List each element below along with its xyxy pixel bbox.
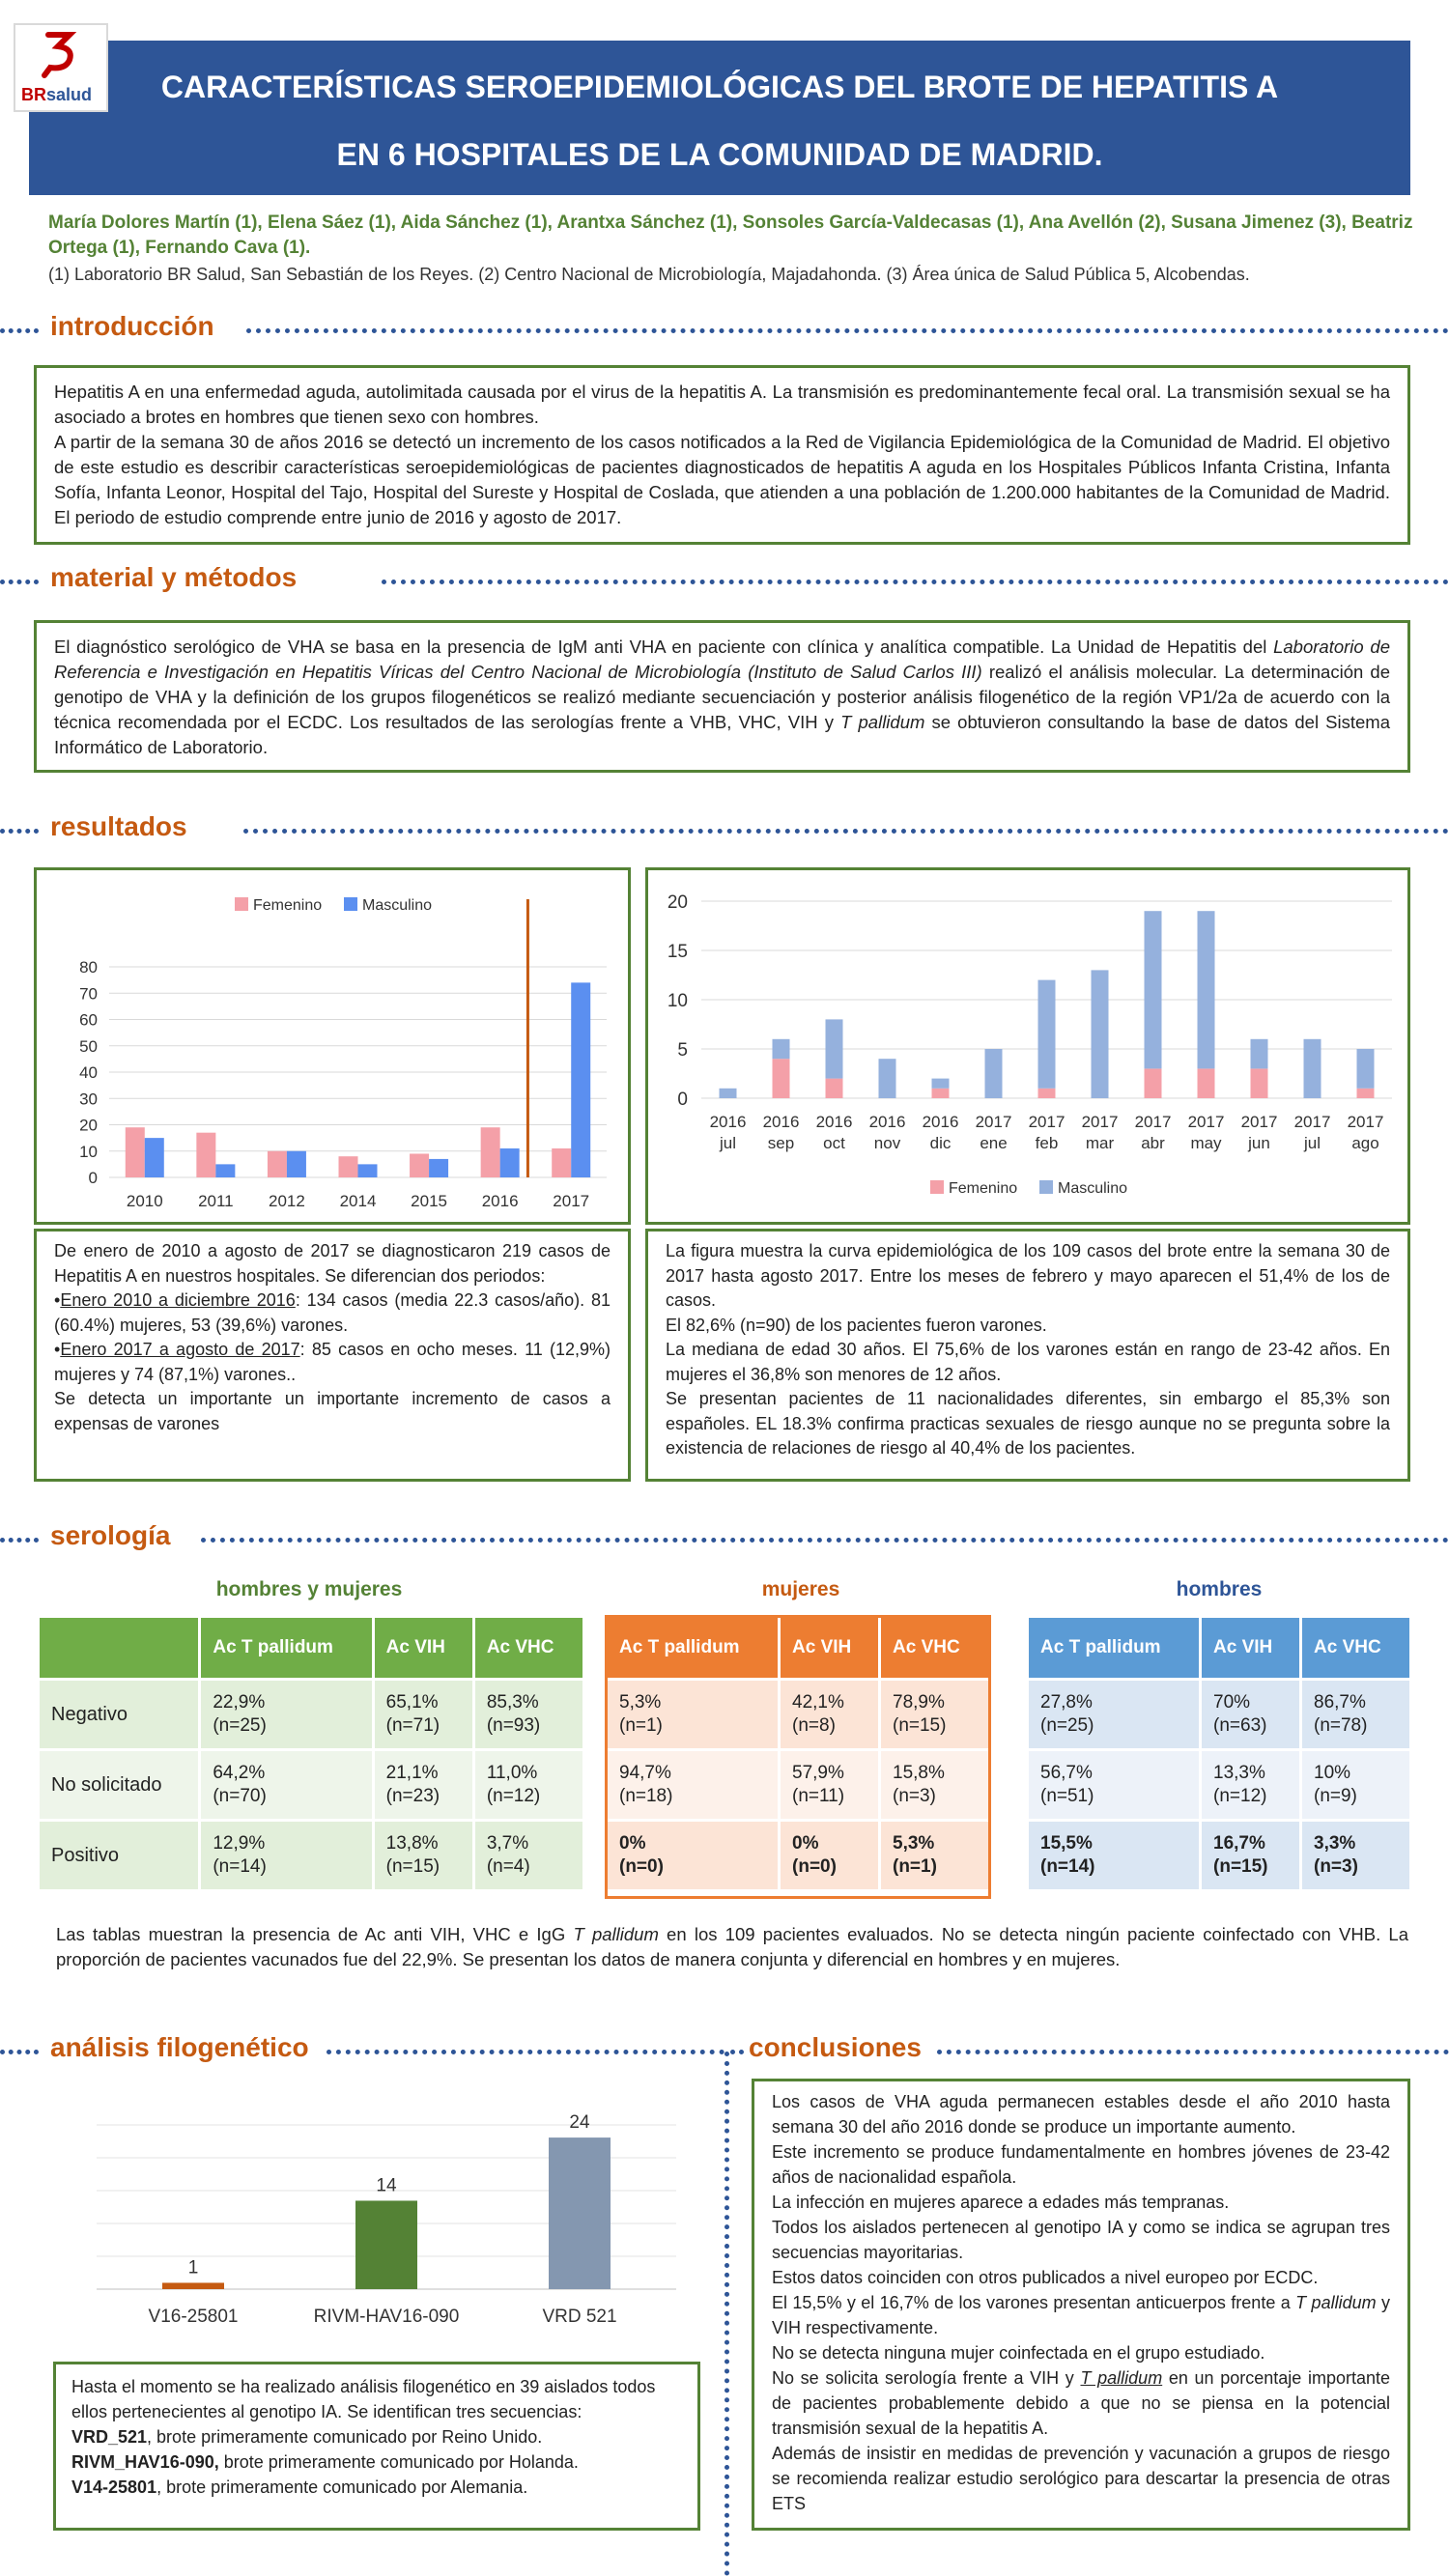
chart-box-annual: [34, 867, 631, 1225]
table-cell: 85,3% (n=93): [475, 1681, 582, 1748]
table-cell: 22,9% (n=25): [201, 1681, 371, 1748]
bar-femenino: [196, 1133, 215, 1177]
table-header-cell: Ac T pallidum: [1029, 1618, 1199, 1678]
table-cell: 15,5% (n=14): [1029, 1822, 1199, 1889]
table-title-men: hombres: [1176, 1578, 1263, 1600]
bar-masculino: [826, 1019, 843, 1078]
table-cell: 15,8% (n=3): [881, 1751, 988, 1819]
bar-masculino: [879, 1059, 896, 1098]
legend-label-masculino: Masculino: [362, 897, 433, 914]
x-tick-month: abr: [1141, 1134, 1165, 1152]
section-phylo: análisis filogenético: [50, 2032, 309, 2062]
table-cell: 13,8% (n=15): [375, 1822, 472, 1889]
data-label: 24: [569, 2112, 590, 2134]
x-tick-year: 2017: [1134, 1113, 1172, 1131]
results-right-line: Se presentan pacientes de 11 nacionalidades diferentes, sin embargo el 85,3% son españoles. EL 18.3% confirma practicas sexuales de riesgo aunque no se pregunta sobre la existencia de relaciones de riesgo al 40,4% de los pacientes.: [666, 1389, 1390, 1458]
x-tick-year: 2016: [922, 1113, 959, 1131]
bar-masculino: [773, 1039, 790, 1059]
table-header-cell: Ac VHC: [881, 1618, 988, 1678]
table-title-all: hombres y mujeres: [215, 1578, 403, 1600]
x-tick-label: RIVM-HAV16-090: [313, 2307, 460, 2327]
table-cell: 42,1% (n=8): [781, 1681, 878, 1748]
x-tick-month: may: [1190, 1134, 1222, 1152]
bar-femenino: [268, 1151, 287, 1177]
bar-masculino: [358, 1164, 378, 1177]
bar-femenino: [339, 1156, 358, 1177]
bar-masculino: [1198, 911, 1215, 1068]
y-tick-label: 30: [79, 1090, 98, 1109]
results-right-box: [645, 1229, 1410, 1482]
table-row: [608, 1751, 988, 1819]
bar-masculino: [145, 1138, 164, 1177]
section-results: resultados: [50, 811, 187, 841]
y-tick-label: 70: [79, 984, 98, 1004]
x-tick-year: 2017: [1028, 1113, 1065, 1131]
table-header-cell: Ac VIH: [781, 1618, 878, 1678]
table-cell: 16,7% (n=15): [1202, 1822, 1299, 1889]
bar-femenino: [410, 1153, 429, 1177]
table-row: [608, 1681, 988, 1748]
bar-femenino: [481, 1127, 500, 1177]
monthly-epicurve-chart: [648, 870, 1407, 1222]
table-row: [40, 1822, 582, 1889]
x-tick-month: jul: [719, 1134, 737, 1152]
x-tick-month: ago: [1351, 1134, 1379, 1152]
legend-label-masculino: Masculino: [1058, 1180, 1128, 1197]
table-cell: 65,1% (n=71): [375, 1681, 472, 1748]
intro-paragraph-2: A partir de la semana 30 de años 2016 se detectó un incremento de los casos notificados a la Red de Vigilancia Epidemiológica de la Comunidad de Madrid. El objetivo de este estudio es describir características seroepidemiológicas de pacientes diagnosticados de hepatitis A aguda en los Hospitales Públicos Infanta Cristina, Infanta Sofía, Infanta Leonor, Hospital del Tajo, Hospital del Sureste y Hospital de Coslada, que atienden a una población de 1.200.000 habitantes de la Comunidad de Madrid. El periodo de estudio comprende entre junio de 2016 y agosto de 2017.: [54, 432, 1390, 527]
table-header-cell: Ac VIH: [375, 1618, 472, 1678]
bar-masculino: [985, 1049, 1003, 1098]
conclusion-item: Estos datos coinciden con otros publicados a nivel europeo por ECDC.: [772, 2268, 1319, 2287]
phylo-bar: [549, 2137, 611, 2289]
methods-paragraph: El diagnóstico serológico de VHA se basa en la presencia de IgM anti VHA en paciente con clínica y analítica compatible. La Unidad de Hepatitis del Laboratorio de Referencia e Investigación en Hepatitis Víricas del Centro Nacional de Microbiología (Instituto de Salud Carlos III) realizó el análisis molecular. La determinación de genotipo de VHA y la definición de los grupos filogenéticos se realizó mediante secuenciación y posterior análisis filogenético de la región VP1/2a de acuerdo con la técnica recomendada por el ECDC. Los resultados de las serologías frente a VHB, VHC, VIH y T pallidum se obtuvieron consultando la base de datos del Sistema Informático de Laboratorio.: [54, 637, 1391, 757]
logo-icon: [41, 31, 79, 81]
bar-masculino: [215, 1164, 235, 1177]
x-tick-month: nov: [873, 1134, 901, 1152]
table-header-row: [40, 1618, 582, 1678]
bar-masculino: [932, 1079, 950, 1089]
x-tick-label: 2017: [553, 1192, 590, 1210]
legend-swatch-femenino: [235, 897, 248, 911]
y-tick-label: 5: [677, 1040, 688, 1061]
bar-masculino: [1304, 1039, 1321, 1098]
x-tick-year: 2016: [815, 1113, 853, 1131]
x-tick-month: oct: [823, 1134, 845, 1152]
intro-box: [34, 365, 1410, 545]
authors: María Dolores Martín (1), Elena Sáez (1), Aida Sánchez (1), Arantxa Sánchez (1), Sonsoles García-Valdecasas (1), Ana Avellón (2), Susana Jimenez (3), Beatriz Ortega (1), Fernando Cava (1).: [48, 212, 1413, 258]
table-cell: No solicitado: [40, 1751, 198, 1819]
table-cell: 27,8% (n=25): [1029, 1681, 1199, 1748]
x-tick-label: 2010: [126, 1192, 163, 1210]
table-cell: Negativo: [40, 1681, 198, 1748]
conclusion-item: La infección en mujeres aparece a edades más tempranas.: [772, 2193, 1230, 2212]
legend-label-femenino: Femenino: [253, 897, 323, 914]
x-tick-month: ene: [980, 1134, 1008, 1152]
poster-header: [29, 41, 1410, 195]
table-header-cell: Ac VHC: [475, 1618, 582, 1678]
serology-note: Las tablas muestran la presencia de Ac anti VIH, VHC e IgG T pallidum en los 109 pacientes evaluados. No se detecta ningún paciente coinfectado con VHB. La proporción de pacientes vacunados fue del 22,9%. Se presentan los datos de manera conjunta y diferencial en hombres y en mujeres.: [56, 1924, 1409, 1969]
table-cell: 12,9% (n=14): [201, 1822, 371, 1889]
y-tick-label: 0: [677, 1090, 688, 1110]
table-cell: 57,9% (n=11): [781, 1751, 878, 1819]
table-cell: 56,7% (n=51): [1029, 1751, 1199, 1819]
conclusions-box: [752, 2079, 1410, 2531]
table-cell: 94,7% (n=18): [608, 1751, 778, 1819]
table-cell: 64,2% (n=70): [201, 1751, 371, 1819]
x-tick-label: 2011: [198, 1192, 234, 1210]
table-row: [1029, 1681, 1409, 1748]
x-tick-month: sep: [767, 1134, 795, 1152]
bar-femenino: [1145, 1068, 1162, 1098]
conclusion-item: No se solicita serología frente a VIH y T pallidum en un porcentaje importante de pacientes probablemente debido a que no se piensa en la potencial transmisión sexual de la hepatitis A.: [772, 2368, 1391, 2438]
table-row: [40, 1681, 582, 1748]
bar-femenino: [932, 1089, 950, 1098]
y-tick-label: 50: [79, 1036, 98, 1056]
methods-box: [34, 620, 1410, 773]
legend-swatch-masculino: [1039, 1180, 1053, 1194]
table-cell: 0% (n=0): [781, 1822, 878, 1889]
chart-box-monthly: [645, 867, 1410, 1225]
phylo-sequences-chart: [58, 2096, 715, 2357]
table-cell: 21,1% (n=23): [375, 1751, 472, 1819]
conclusion-item: Además de insistir en medidas de prevención y vacunación a grupos de riesgo se recomienda realizar estudio serológico para descartar la presencia de otras ETS: [772, 2444, 1390, 2513]
table-cell: 78,9% (n=15): [881, 1681, 988, 1748]
data-label: 14: [376, 2175, 397, 2196]
x-tick-year: 2016: [868, 1113, 906, 1131]
table-cell: 11,0% (n=12): [475, 1751, 582, 1819]
table-cell: 13,3% (n=12): [1202, 1751, 1299, 1819]
title-line-1: CARACTERÍSTICAS SEROEPIDEMIOLÓGICAS DEL BROTE DE HEPATITIS A: [160, 70, 1279, 104]
section-serology: serología: [50, 1520, 171, 1550]
y-tick-label: 0: [88, 1169, 98, 1187]
results-left-line: •Enero 2017 a agosto de 2017: 85 casos en ocho meses. 11 (12,9%) mujeres y 74 (87,1%) varones..: [54, 1340, 611, 1384]
x-tick-month: mar: [1085, 1134, 1115, 1152]
bar-masculino: [1357, 1049, 1375, 1089]
bar-masculino: [1038, 980, 1056, 1089]
bar-femenino: [826, 1079, 843, 1098]
brsalud-logo: [14, 23, 108, 112]
x-tick-month: feb: [1035, 1134, 1059, 1152]
results-right-line: El 82,6% (n=90) de los pacientes fueron varones.: [666, 1315, 1047, 1335]
bar-femenino: [126, 1127, 145, 1177]
x-tick-year: 2017: [975, 1113, 1012, 1131]
table-row: [40, 1751, 582, 1819]
title-line-2: EN 6 HOSPITALES DE LA COMUNIDAD DE MADRID.: [336, 137, 1103, 172]
y-tick-label: 20: [79, 1116, 98, 1135]
table-row: [608, 1822, 988, 1889]
bar-masculino: [571, 982, 590, 1177]
conclusion-item: Los casos de VHA aguda permanecen estables desde el año 2010 hasta semana 30 del año 2016 donde se produce un importante aumento.: [772, 2092, 1390, 2137]
table-cell: 86,7% (n=78): [1302, 1681, 1409, 1748]
x-tick-year: 2016: [709, 1113, 747, 1131]
phylo-box: [53, 2362, 700, 2531]
y-tick-label: 80: [79, 958, 98, 977]
table-title-women: mujeres: [761, 1578, 840, 1600]
table-row: [1029, 1822, 1409, 1889]
serology-table-women: [605, 1615, 991, 1892]
phylo-intro: Hasta el momento se ha realizado análisis filogenético en 39 aislados todos ellos pertenecientes al genotipo IA. Se identifican tres secuencias:: [71, 2377, 656, 2421]
results-left-line: •Enero 2010 a diciembre 2016: 134 casos (media 22.3 casos/año). 81 (60.4%) mujeres, 53 (39,6%) varones.: [54, 1290, 611, 1335]
x-tick-year: 2016: [762, 1113, 800, 1131]
phylo-bar: [162, 2282, 224, 2289]
legend-label-femenino: Femenino: [949, 1180, 1018, 1197]
x-tick-label: VRD 521: [542, 2307, 617, 2327]
phylo-seq-v14: V14-25801, brote primeramente comunicado por Alemania.: [71, 2477, 528, 2497]
bar-masculino: [287, 1151, 306, 1177]
serology-table-men: [1026, 1615, 1412, 1892]
y-tick-label: 60: [79, 1010, 98, 1030]
conclusion-item: El 15,5% y el 16,7% de los varones presentan anticuerpos frente a T pallidum y VIH respectivamente.: [772, 2293, 1390, 2337]
results-left-line: Se detecta un importante un importante incremento de casos a expensas de varones: [54, 1389, 611, 1433]
x-tick-month: jul: [1303, 1134, 1321, 1152]
legend-swatch-femenino: [930, 1180, 944, 1194]
phylo-seq-vrd: VRD_521, brote primeramente comunicado por Reino Unido.: [71, 2427, 543, 2447]
x-tick-label: V16-25801: [148, 2307, 239, 2327]
serology-table-all: [37, 1615, 585, 1892]
y-tick-label: 10: [667, 991, 688, 1011]
results-right-line: La figura muestra la curva epidemiológica de los 109 casos del brote entre la semana 30 de 2017 hasta agosto 2017. Entre los meses de febrero y mayo aparecen el 51,4% de los de casos.: [666, 1241, 1390, 1310]
y-tick-label: 40: [79, 1063, 98, 1082]
table-header-cell: Ac VIH: [1202, 1618, 1299, 1678]
table-header-cell: Ac VHC: [1302, 1618, 1409, 1678]
intro-paragraph-1: Hepatitis A en una enfermedad aguda, autolimitada causada por el virus de la hepatitis A. La transmisión es predominantemente fecal oral. La transmisión sexual se ha asociado a brotes en hombres que tienen sexo con hombres.: [54, 382, 1390, 427]
results-left-box: [34, 1229, 631, 1482]
table-row: [1029, 1751, 1409, 1819]
bar-masculino: [1251, 1039, 1268, 1069]
legend-swatch-masculino: [344, 897, 357, 911]
section-methods: material y métodos: [50, 562, 298, 592]
x-tick-year: 2017: [1081, 1113, 1119, 1131]
x-tick-year: 2017: [1293, 1113, 1331, 1131]
table-header-cell: [40, 1618, 198, 1678]
results-left-line: De enero de 2010 a agosto de 2017 se diagnosticaron 219 casos de Hepatitis A en nuestros hospitales. Se diferencian dos periodos:: [54, 1241, 611, 1286]
x-tick-year: 2017: [1347, 1113, 1384, 1131]
bar-masculino: [429, 1159, 448, 1177]
x-tick-label: 2015: [411, 1192, 447, 1210]
y-tick-label: 15: [667, 942, 688, 962]
table-cell: 5,3% (n=1): [608, 1681, 778, 1748]
bar-masculino: [500, 1148, 520, 1177]
annual-cases-chart: [37, 870, 628, 1222]
table-header-row: [1029, 1618, 1409, 1678]
conclusion-item: Este incremento se produce fundamentalmente en hombres jóvenes de 23-42 años de nacionalidad española.: [772, 2142, 1390, 2187]
logo-text: BRsalud: [21, 85, 93, 104]
bar-femenino: [773, 1059, 790, 1098]
section-conclusions: conclusiones: [749, 2032, 922, 2062]
conclusion-item: Todos los aislados pertenecen al genotipo IA y como se indica se agrupan tres secuencias mayoritarias.: [772, 2218, 1390, 2262]
table-header-cell: Ac T pallidum: [608, 1618, 778, 1678]
bar-femenino: [552, 1148, 571, 1177]
phylo-bar: [355, 2200, 417, 2289]
bar-femenino: [1357, 1089, 1375, 1098]
bar-masculino: [1145, 911, 1162, 1068]
table-cell: 3,3% (n=3): [1302, 1822, 1409, 1889]
table-cell: 5,3% (n=1): [881, 1822, 988, 1889]
x-tick-label: 2012: [269, 1192, 305, 1210]
y-tick-label: 20: [667, 892, 688, 913]
x-tick-label: 2014: [339, 1192, 377, 1210]
x-tick-month: jun: [1248, 1134, 1270, 1152]
table-cell: 10% (n=9): [1302, 1751, 1409, 1819]
affiliations: (1) Laboratorio BR Salud, San Sebastián de los Reyes. (2) Centro Nacional de Microbiología, Majadahonda. (3) Área única de Salud Pública 5, Alcobendas.: [48, 265, 1250, 284]
x-tick-year: 2017: [1187, 1113, 1225, 1131]
y-tick-label: 10: [79, 1142, 98, 1161]
data-label: 1: [187, 2257, 199, 2279]
phylo-seq-rivm: RIVM_HAV16-090, brote primeramente comunicado por Holanda.: [71, 2452, 579, 2472]
x-tick-month: dic: [929, 1134, 952, 1152]
results-right-line: La mediana de edad 30 años. El 75,6% de los varones están en rango de 23-42 años. En mujeres el 36,8% son menores de 12 años.: [666, 1340, 1390, 1384]
x-tick-year: 2017: [1240, 1113, 1278, 1131]
column-divider: [724, 2052, 729, 2576]
x-tick-label: 2016: [481, 1192, 519, 1210]
bar-masculino: [1092, 970, 1109, 1098]
table-cell: 70% (n=63): [1202, 1681, 1299, 1748]
bar-femenino: [1038, 1089, 1056, 1098]
table-cell: Positivo: [40, 1822, 198, 1889]
table-cell: 3,7% (n=4): [475, 1822, 582, 1889]
conclusion-item: No se detecta ninguna mujer coinfectada en el grupo estudiado.: [772, 2343, 1265, 2363]
bar-femenino: [1198, 1068, 1215, 1098]
bar-femenino: [1251, 1068, 1268, 1098]
table-cell: 0% (n=0): [608, 1822, 778, 1889]
section-intro: introducción: [50, 311, 214, 341]
table-header-cell: Ac T pallidum: [201, 1618, 371, 1678]
bar-masculino: [720, 1089, 737, 1098]
table-header-row: [608, 1618, 988, 1678]
